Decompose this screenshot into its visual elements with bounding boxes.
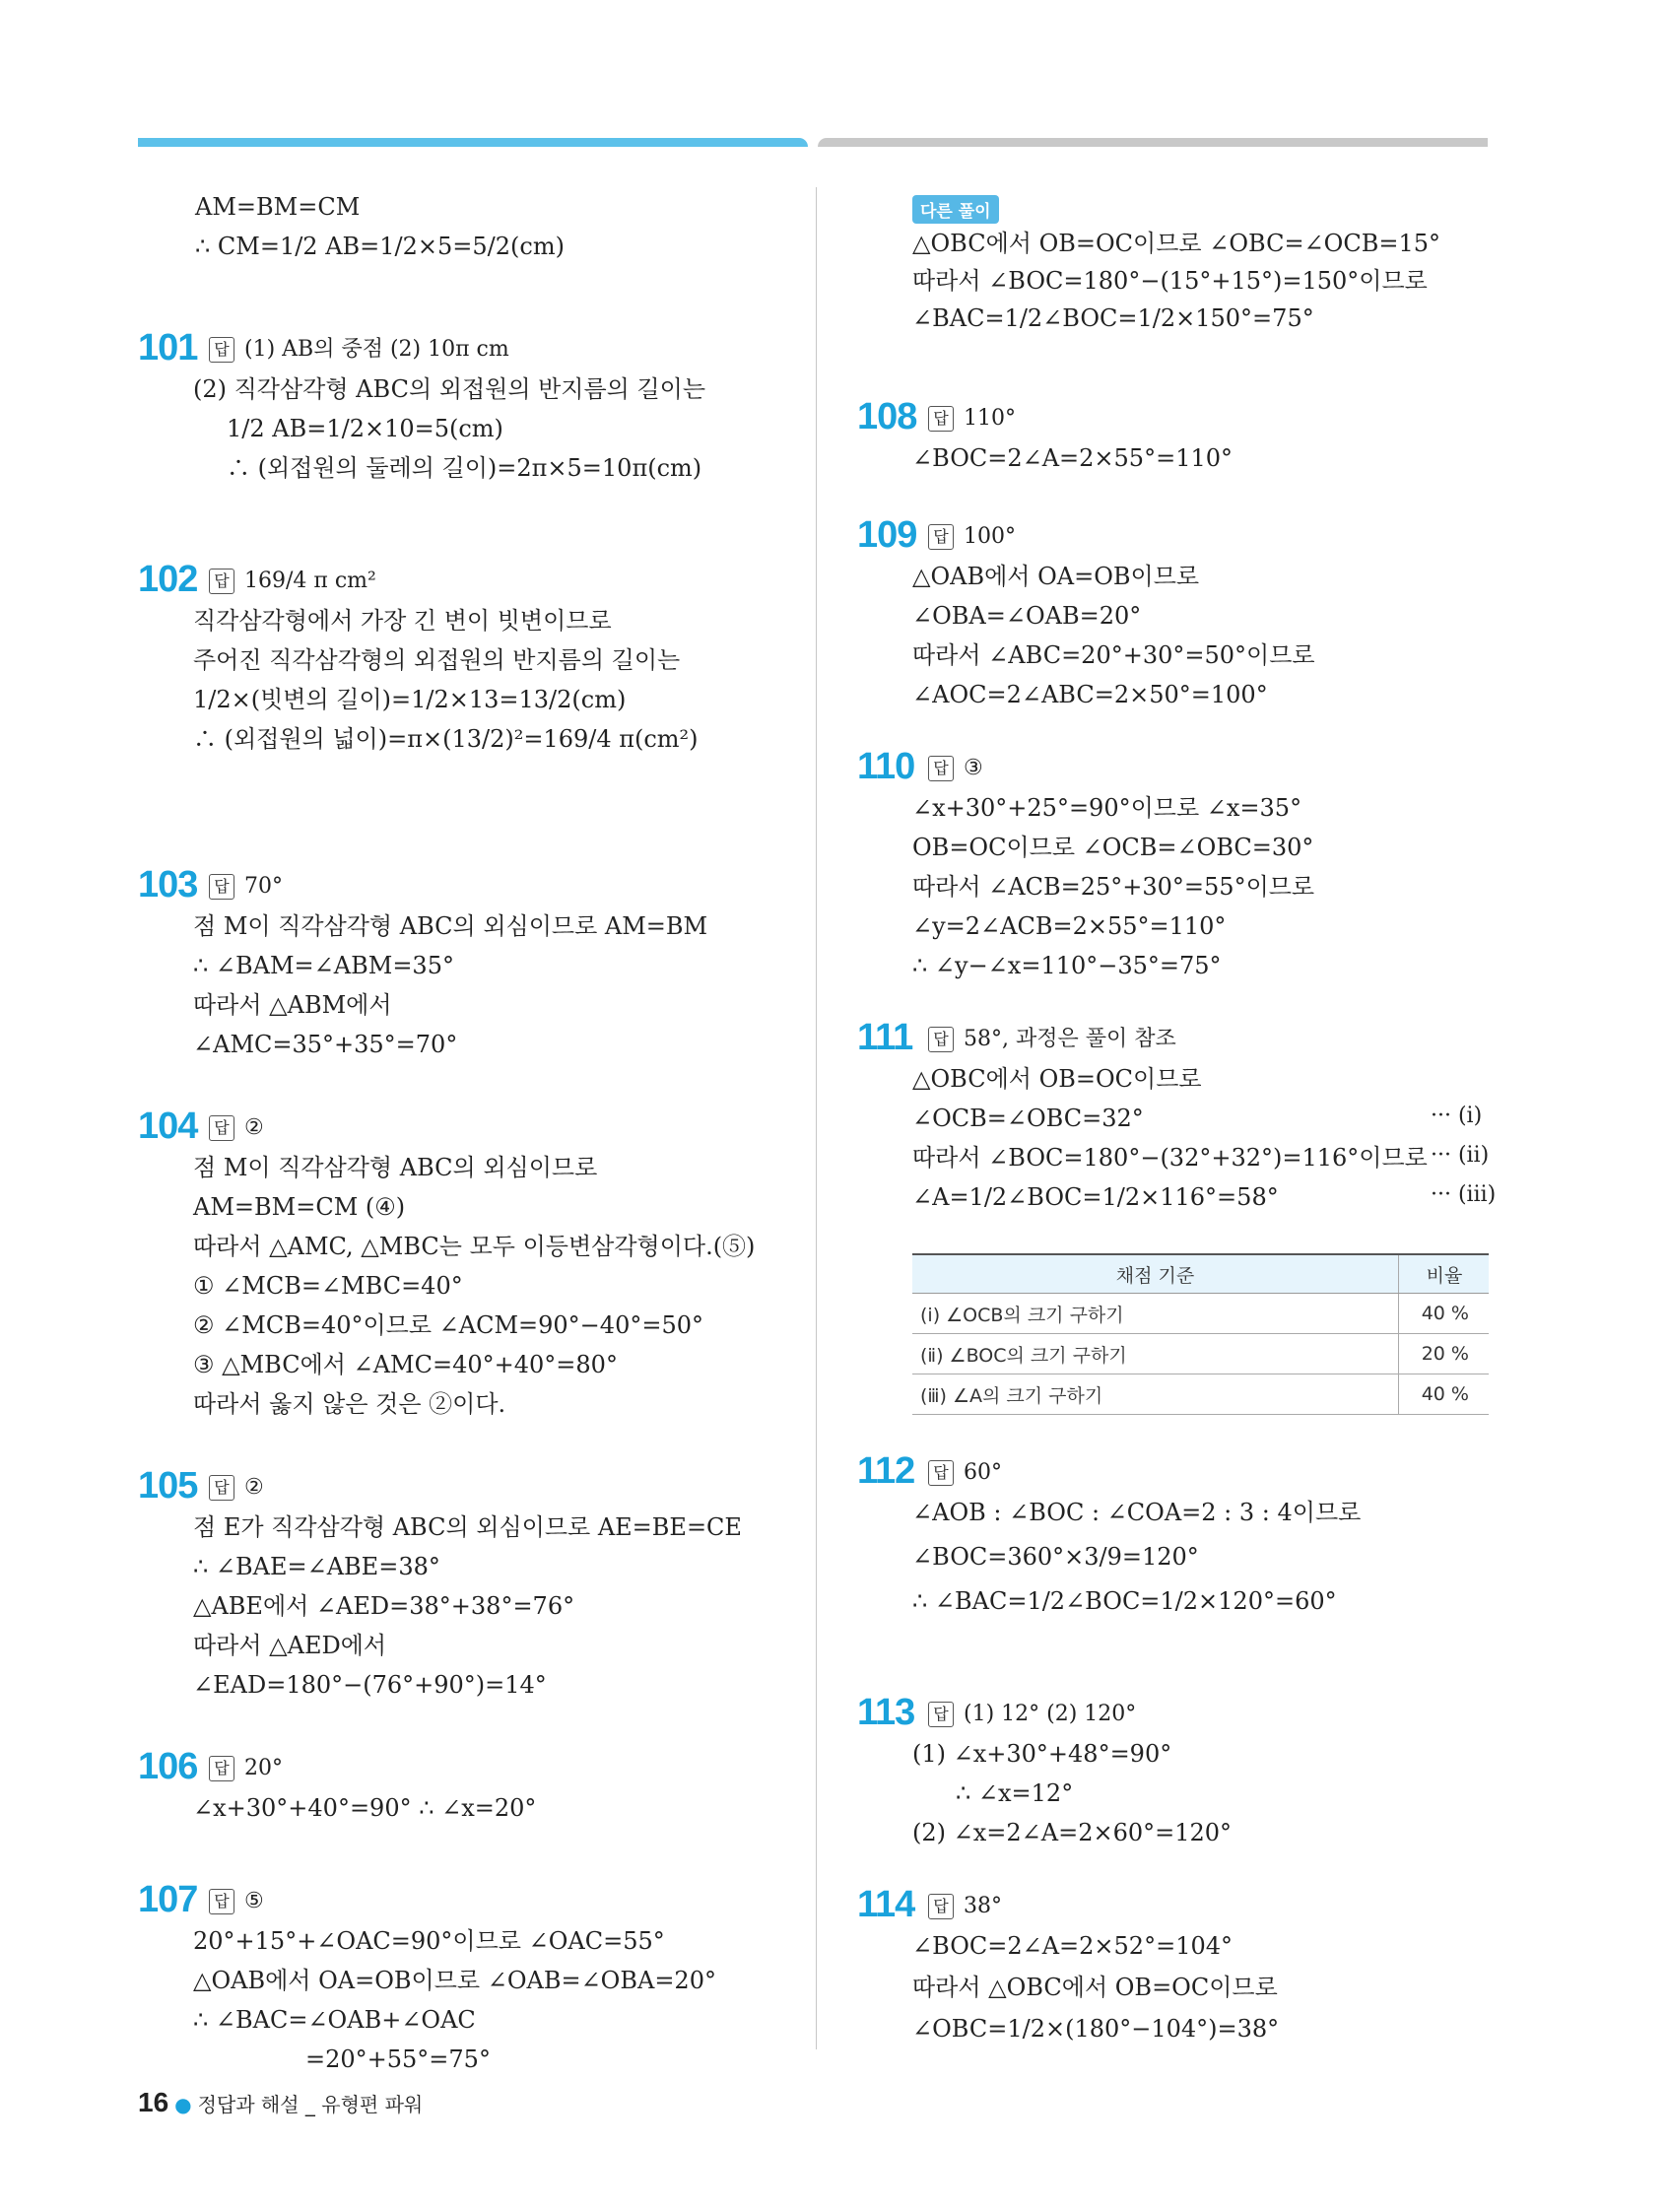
problem-number: 113 [857, 1692, 915, 1733]
answer-badge: 답 [209, 337, 234, 363]
answer-badge: 답 [209, 569, 234, 594]
solution-line: ∠AOB : ∠BOC : ∠COA=2 : 3 : 4이므로 [912, 1499, 1362, 1526]
answer-badge: 답 [209, 1115, 234, 1141]
solution-line: ∴ ∠BAC=1/2∠BOC=1/2×120°=60° [912, 1587, 1337, 1615]
table-cell: (ⅱ) ∠BOC의 크기 구하기 [912, 1334, 1399, 1374]
problem-number: 111 [857, 1017, 913, 1058]
answer-text: (1) 12° (2) 120° [964, 1702, 1137, 1726]
answer-text: 38° [964, 1894, 1002, 1918]
problem-number: 101 [138, 327, 198, 369]
solution-line: ∴ ∠BAM=∠ABM=35° [193, 952, 454, 979]
table-header: 채점 기준 [912, 1254, 1399, 1294]
solution-line: ∠A=1/2∠BOC=1/2×116°=58° [912, 1183, 1279, 1211]
solution-line: ∠BOC=2∠A=2×52°=104° [912, 1932, 1233, 1960]
answer-line [209, 335, 509, 365]
solution-line: 따라서 옳지 않은 것은 ②이다. [193, 1390, 506, 1418]
solution-line: 따라서 ∠BOC=180°−(15°+15°)=150°이므로 [912, 267, 1428, 295]
page-number: 16 [138, 2087, 169, 2117]
problem-number: 103 [138, 864, 198, 905]
solution-line: =20°+55°=75° [305, 2045, 491, 2073]
problem-number: 107 [138, 1879, 198, 1920]
solution-line: ∴ ∠x=12° [956, 1779, 1074, 1807]
table-cell: 20 % [1399, 1334, 1490, 1374]
answer-badge: 답 [928, 1460, 954, 1486]
solution-line: (2) ∠x=2∠A=2×60°=120° [912, 1819, 1233, 1846]
answer-badge: 답 [928, 1702, 954, 1727]
answer-badge: 답 [928, 1027, 954, 1052]
solution-line: AM=BM=CM [195, 193, 361, 221]
answer-line [209, 567, 376, 596]
answer-line [928, 522, 1016, 552]
table-row [912, 1294, 1489, 1334]
answer-text: 60° [964, 1460, 1002, 1485]
solution-line: ∴ ∠BAC=∠OAB+∠OAC [193, 2006, 476, 2034]
solution-line: △OBC에서 OB=OC이므로 [912, 1065, 1202, 1093]
page-footer [138, 2087, 423, 2118]
table-header: 비율 [1399, 1254, 1490, 1294]
table-cell: 40 % [1399, 1294, 1490, 1334]
solution-line: △OAB에서 OA=OB이므로 [912, 563, 1200, 590]
problem-number: 102 [138, 559, 198, 600]
solution-line: ③ △MBC에서 ∠AMC=40°+40°=80° [193, 1351, 618, 1378]
solution-line: ∠EAD=180°−(76°+90°)=14° [193, 1671, 547, 1699]
solution-line: ∴ CM=1/2 AB=1/2×5=5/2(cm) [195, 233, 565, 260]
answer-line [209, 1113, 264, 1143]
problem-number: 104 [138, 1106, 198, 1147]
solution-line: 따라서 ∠ACB=25°+30°=55°이므로 [912, 873, 1315, 901]
solution-line: 따라서 △AMC, △MBC는 모두 이등변삼각형이다.(⑤) [193, 1233, 756, 1260]
solution-line: 1/2 AB=1/2×10=5(cm) [227, 415, 503, 442]
solution-line: 점 M이 직각삼각형 ABC의 외심이므로 AM=BM [193, 912, 708, 940]
answer-line [209, 1887, 264, 1916]
footer-title: 정답과 해설 _ 유형편 파워 [197, 2093, 424, 2116]
solution-line: ∠BOC=360°×3/9=120° [912, 1543, 1199, 1571]
answer-text: ② [244, 1115, 264, 1140]
step-mark: ··· (ⅱ) [1431, 1143, 1490, 1168]
answer-line [928, 1700, 1136, 1729]
solution-line: 따라서 ∠ABC=20°+30°=50°이므로 [912, 641, 1315, 669]
solution-line: ∠y=2∠ACB=2×55°=110° [912, 912, 1227, 940]
problem-number: 112 [857, 1450, 915, 1492]
problem-number: 114 [857, 1884, 915, 1925]
table-cell: (ⅰ) ∠OCB의 크기 구하기 [912, 1294, 1399, 1334]
table-cell: (ⅲ) ∠A의 크기 구하기 [912, 1374, 1399, 1415]
solution-line: ∠x+30°+25°=90°이므로 ∠x=35° [912, 794, 1302, 822]
answer-badge: 답 [928, 1894, 954, 1919]
answer-line [928, 1025, 1176, 1054]
step-mark: ··· (ⅰ) [1431, 1104, 1483, 1128]
solution-line: ∠BAC=1/2∠BOC=1/2×150°=75° [912, 304, 1314, 332]
answer-line [209, 872, 283, 902]
problem-number: 105 [138, 1465, 198, 1507]
problem-number: 108 [857, 396, 917, 437]
solution-line: 따라서 ∠BOC=180°−(32°+32°)=116°이므로 [912, 1144, 1428, 1172]
solution-line: 20°+15°+∠OAC=90°이므로 ∠OAC=55° [193, 1927, 665, 1955]
footer-dot-icon: ● [174, 2093, 192, 2116]
answer-line [928, 754, 983, 783]
solution-line: ∴ (외접원의 넓이)=π×(13/2)²=169/4 π(cm²) [193, 725, 699, 753]
alt-solution-badge: 다른 풀이 [912, 195, 999, 224]
solution-line: ∴ (외접원의 둘레의 길이)=2π×5=10π(cm) [227, 454, 702, 482]
solution-line: △OAB에서 OA=OB이므로 ∠OAB=∠OBA=20° [193, 1967, 716, 1994]
answer-text: 110° [964, 406, 1016, 431]
problem-number: 106 [138, 1746, 198, 1787]
answer-text: 20° [244, 1756, 283, 1780]
solution-line: △ABE에서 ∠AED=38°+38°=76° [193, 1592, 575, 1620]
answer-text: ③ [964, 756, 983, 780]
solution-line: ① ∠MCB=∠MBC=40° [193, 1272, 463, 1300]
solution-line: ∴ ∠y−∠x=110°−35°=75° [912, 952, 1222, 979]
solution-line: ∠AMC=35°+35°=70° [193, 1031, 458, 1058]
answer-badge: 답 [928, 756, 954, 781]
answer-line [209, 1473, 264, 1503]
solution-line: 1/2×(빗변의 길이)=1/2×13=13/2(cm) [193, 686, 627, 713]
answer-line [928, 1892, 1002, 1921]
answer-text: 100° [964, 524, 1016, 549]
answer-badge: 답 [209, 1889, 234, 1914]
solution-line: OB=OC이므로 ∠OCB=∠OBC=30° [912, 834, 1314, 861]
answer-line [209, 1754, 283, 1783]
answer-text: ⑤ [244, 1889, 264, 1913]
answer-text: (1) AB의 중점 (2) 10π cm [244, 337, 509, 362]
solution-line: 따라서 △ABM에서 [193, 991, 392, 1019]
solution-line: ∠x+30°+40°=90° ∴ ∠x=20° [193, 1794, 537, 1822]
answer-line [928, 1458, 1002, 1488]
solution-line: ∴ ∠BAE=∠ABE=38° [193, 1553, 440, 1580]
answer-badge: 답 [209, 1475, 234, 1501]
answer-text: 70° [244, 874, 283, 899]
header-bar-right [818, 138, 1488, 147]
solution-line: ∠BOC=2∠A=2×55°=110° [912, 444, 1233, 472]
answer-line [928, 404, 1016, 434]
answer-text: 58°, 과정은 풀이 참조 [964, 1027, 1176, 1051]
step-mark: ··· (ⅲ) [1431, 1182, 1497, 1207]
table-row [912, 1334, 1489, 1374]
table-row [912, 1374, 1489, 1415]
solution-line: ∠OBA=∠OAB=20° [912, 602, 1142, 630]
solution-line: 점 M이 직각삼각형 ABC의 외심이므로 [193, 1154, 598, 1181]
solution-line: AM=BM=CM (④) [193, 1193, 406, 1221]
problem-number: 110 [857, 746, 915, 787]
problem-number: 109 [857, 514, 917, 556]
solution-line: (2) 직각삼각형 ABC의 외접원의 반지름의 길이는 [193, 375, 706, 403]
solution-line: ∠AOC=2∠ABC=2×50°=100° [912, 681, 1268, 708]
header-bar-left [138, 138, 808, 147]
answer-badge: 답 [209, 1756, 234, 1781]
solution-line: (1) ∠x+30°+48°=90° [912, 1740, 1172, 1768]
solution-line: ∠OBC=1/2×(180°−104°)=38° [912, 2015, 1280, 2043]
solution-line: 점 E가 직각삼각형 ABC의 외심이므로 AE=BE=CE [193, 1513, 742, 1541]
scoring-table [912, 1253, 1489, 1415]
answer-text: 169/4 π cm² [244, 569, 376, 593]
solution-line: 따라서 △OBC에서 OB=OC이므로 [912, 1974, 1278, 2001]
solution-line: 직각삼각형에서 가장 긴 변이 빗변이므로 [193, 607, 612, 635]
column-divider [816, 187, 817, 2049]
answer-text: ② [244, 1475, 264, 1500]
solution-line: 주어진 직각삼각형의 외접원의 반지름의 길이는 [193, 646, 681, 674]
table-cell: 40 % [1399, 1374, 1490, 1415]
answer-badge: 답 [209, 874, 234, 900]
solution-line: ② ∠MCB=40°이므로 ∠ACM=90°−40°=50° [193, 1311, 703, 1339]
solution-line: 따라서 △AED에서 [193, 1632, 387, 1659]
answer-badge: 답 [928, 524, 954, 550]
answer-badge: 답 [928, 406, 954, 432]
solution-line: ∠OCB=∠OBC=32° [912, 1105, 1144, 1132]
solution-line: △OBC에서 OB=OC이므로 ∠OBC=∠OCB=15° [912, 230, 1440, 257]
